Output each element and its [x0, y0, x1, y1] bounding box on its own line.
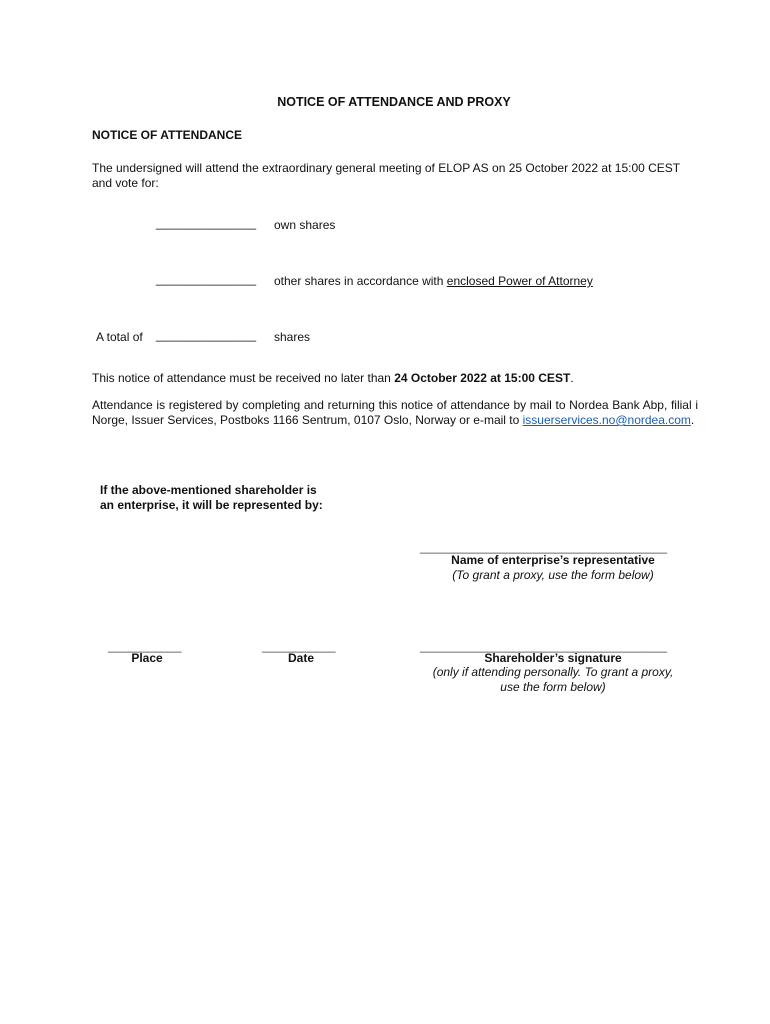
date-line[interactable]: ___________ — [262, 639, 336, 653]
deadline-period: . — [570, 371, 574, 385]
own-shares-blank[interactable]: _______________ — [156, 216, 257, 230]
email-period: . — [690, 413, 695, 427]
deadline-paragraph — [92, 371, 712, 386]
enterprise-line-2: an enterprise, it will be represented by: — [100, 498, 323, 512]
section-heading: NOTICE OF ATTENDANCE — [92, 128, 242, 142]
place-label: Place — [131, 651, 163, 665]
total-label: A total of — [96, 330, 143, 344]
total-shares-blank[interactable]: _______________ — [156, 328, 257, 342]
deadline-text: This notice of attendance must be received no later than — [92, 371, 395, 385]
signature-note — [416, 665, 690, 695]
signature-note-line-2: use the form below) — [500, 680, 606, 694]
enterprise-line-1: If the above-mentioned shareholder is — [100, 483, 317, 497]
total-suffix: shares — [274, 330, 311, 344]
intro-paragraph: The undersigned will attend the extraordinary general meeting of ELOP AS on 25 October 2022 at 15:00 CEST and vote for: — [92, 161, 680, 190]
enterprise-note — [100, 483, 360, 513]
own-shares-label: own shares — [274, 218, 336, 232]
representative-line[interactable]: _____________________________________ — [420, 540, 667, 554]
other-shares-text: other shares in accordance with — [274, 274, 447, 288]
signature-note-line-1: (only if attending personally. To grant a proxy, — [432, 665, 674, 679]
other-shares-blank[interactable]: _______________ — [156, 272, 257, 286]
place-line[interactable]: ___________ — [108, 639, 182, 653]
email-link[interactable]: issuerservices.no@nordea.com — [522, 413, 691, 427]
representative-label: Name of enterprise’s representative — [451, 553, 655, 567]
representative-note: (To grant a proxy, use the form below) — [452, 568, 654, 582]
power-of-attorney-link[interactable]: enclosed Power of Attorney — [446, 274, 593, 288]
document-title: NOTICE OF ATTENDANCE AND PROXY — [277, 95, 511, 109]
registration-paragraph — [92, 398, 698, 428]
other-shares-label — [274, 274, 593, 288]
signature-line[interactable]: _____________________________________ — [420, 639, 667, 653]
date-label: Date — [287, 651, 314, 665]
signature-label: Shareholder’s signature — [484, 651, 622, 665]
registration-text: Attendance is registered by completing and returning this notice of attendance by mail to Nordea Bank Abp, filial i Norge, Issuer Services, Postboks 1166 Sentrum, 0107 Oslo, Norway or e-mail to — [92, 398, 698, 427]
deadline-date: 24 October 2022 at 15:00 CEST — [394, 371, 571, 385]
